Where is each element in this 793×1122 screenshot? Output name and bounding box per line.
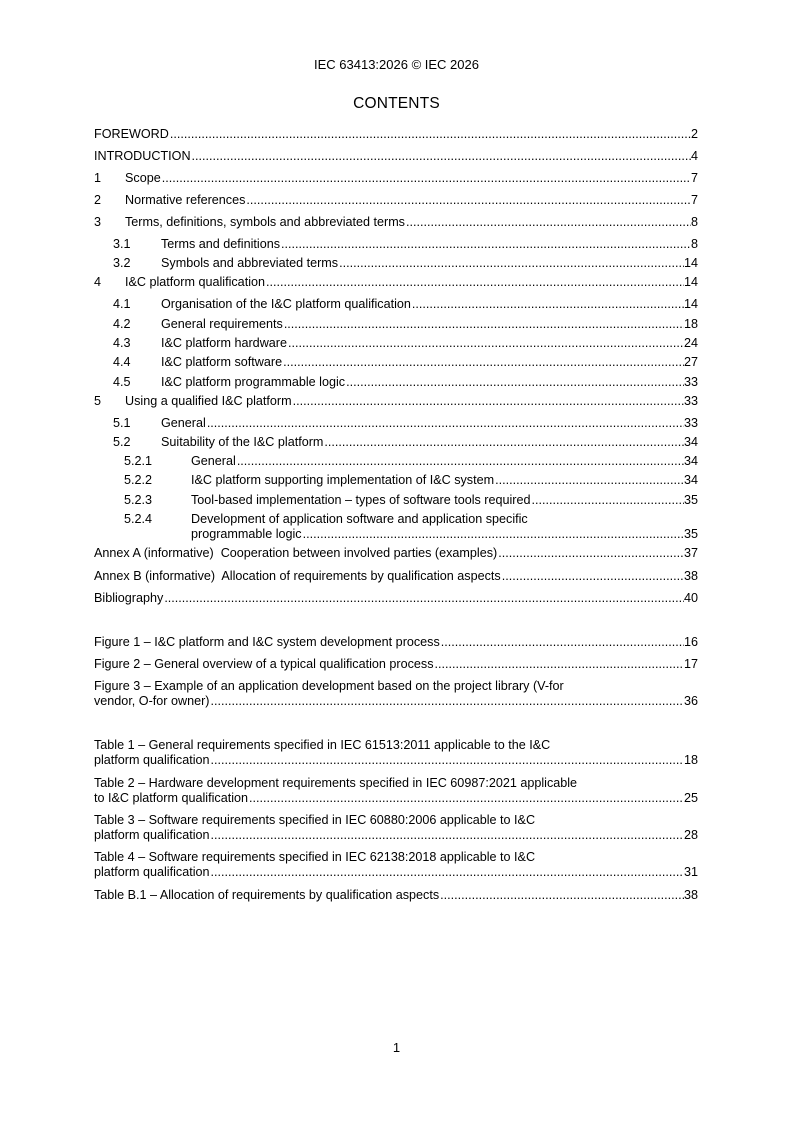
toc-number: 5.2.2 bbox=[124, 473, 153, 487]
toc-entry-3[interactable] bbox=[94, 215, 698, 230]
toc-entry-5-2-4[interactable] bbox=[94, 512, 698, 542]
toc-page: 8 bbox=[690, 215, 698, 229]
leader-dots bbox=[440, 635, 684, 650]
toc-label: Symbols and abbreviated terms bbox=[161, 256, 339, 270]
toc-page: 18 bbox=[683, 317, 698, 331]
toc-entry-4-5[interactable] bbox=[94, 375, 698, 390]
table-page: 18 bbox=[683, 753, 698, 767]
toc-label: Using a qualified I&C platform bbox=[125, 394, 292, 408]
toc-label: Normative references bbox=[125, 193, 246, 207]
toc-number: 5.2 bbox=[113, 435, 131, 449]
leader-dots bbox=[497, 546, 684, 561]
toc-page: 4 bbox=[690, 149, 698, 163]
figure-entry-2[interactable] bbox=[94, 657, 698, 672]
toc-entry-5[interactable] bbox=[94, 394, 698, 409]
toc-number: 3 bbox=[94, 215, 102, 229]
leader-dots bbox=[411, 297, 684, 312]
toc-entry-5-2-2[interactable] bbox=[94, 473, 698, 488]
toc-label: Tool-based implementation – types of software tools required bbox=[191, 493, 531, 507]
toc-entry-annex-a[interactable] bbox=[94, 546, 698, 561]
toc-label: FOREWORD bbox=[94, 127, 169, 141]
toc-page: 2 bbox=[690, 127, 698, 141]
figure-label-line2: vendor, O-for owner) bbox=[94, 694, 210, 708]
toc-label: Terms and definitions bbox=[161, 237, 281, 251]
toc-entry-1[interactable] bbox=[94, 171, 698, 186]
toc-label: General bbox=[161, 416, 206, 430]
figure-entry-1[interactable] bbox=[94, 635, 698, 650]
table-label-line2: platform qualification bbox=[94, 828, 210, 842]
toc-page: 37 bbox=[683, 546, 698, 560]
toc-label: I&C platform qualification bbox=[125, 275, 265, 289]
toc-number: 3.2 bbox=[113, 256, 131, 270]
leader-dots bbox=[434, 657, 684, 672]
leader-dots bbox=[248, 791, 684, 806]
toc-entry-5-2[interactable] bbox=[94, 435, 698, 450]
toc-page: 33 bbox=[683, 394, 698, 408]
figure-entry-3[interactable] bbox=[94, 679, 698, 709]
toc-label: I&C platform hardware bbox=[161, 336, 287, 350]
toc-page: 40 bbox=[683, 591, 698, 605]
toc-entry-5-1[interactable] bbox=[94, 416, 698, 431]
leader-dots bbox=[405, 215, 691, 230]
toc-number: 5 bbox=[94, 394, 102, 408]
toc-page: 34 bbox=[683, 435, 698, 449]
page-number: 1 bbox=[392, 1040, 401, 1055]
toc-page: 14 bbox=[683, 256, 698, 270]
toc-label: Bibliography bbox=[94, 591, 164, 605]
toc-label: Annex B (informative) Allocation of requirements by qualification aspects bbox=[94, 569, 501, 583]
leader-dots bbox=[210, 694, 684, 709]
toc-page: 24 bbox=[683, 336, 698, 350]
table-entry-b1[interactable] bbox=[94, 888, 698, 903]
figure-page: 36 bbox=[683, 694, 698, 708]
leader-dots bbox=[161, 171, 691, 186]
toc-page: 27 bbox=[683, 355, 698, 369]
table-label-line1: Table 3 – Software requirements specified in IEC 60880:2006 applicable to I&C bbox=[94, 813, 536, 827]
toc-number: 5.2.4 bbox=[124, 512, 153, 526]
leader-dots bbox=[206, 416, 684, 431]
figure-label: Figure 2 – General overview of a typical qualification process bbox=[94, 657, 434, 671]
toc-number: 4.1 bbox=[113, 297, 131, 311]
table-page: 31 bbox=[683, 865, 698, 879]
leader-dots bbox=[292, 394, 684, 409]
table-label-line1: Table 4 – Software requirements specified in IEC 62138:2018 applicable to I&C bbox=[94, 850, 536, 864]
leader-dots bbox=[210, 828, 684, 843]
leader-dots bbox=[163, 591, 684, 606]
toc-number: 4.5 bbox=[113, 375, 131, 389]
toc-page: 35 bbox=[683, 527, 698, 541]
toc-page: 35 bbox=[683, 493, 698, 507]
toc-label: General bbox=[191, 454, 236, 468]
toc-number: 5.1 bbox=[113, 416, 131, 430]
table-label-line2: platform qualification bbox=[94, 865, 210, 879]
toc-label: Annex A (informative) Cooperation between involved parties (examples) bbox=[94, 546, 498, 560]
toc-entry-5-2-3[interactable] bbox=[94, 493, 698, 508]
toc-page: 14 bbox=[683, 297, 698, 311]
toc-number: 1 bbox=[94, 171, 102, 185]
toc-label-line1: Development of application software and application specific bbox=[191, 512, 528, 526]
document-header: IEC 63413:2026 © IEC 2026 bbox=[314, 57, 479, 72]
page-title: CONTENTS bbox=[353, 95, 440, 112]
toc-label: I&C platform programmable logic bbox=[161, 375, 346, 389]
leader-dots bbox=[323, 435, 684, 450]
leader-dots bbox=[345, 375, 684, 390]
toc-label: Scope bbox=[125, 171, 161, 185]
toc-label: INTRODUCTION bbox=[94, 149, 191, 163]
toc-entry-foreword[interactable] bbox=[94, 127, 698, 142]
toc-number: 5.2.1 bbox=[124, 454, 153, 468]
table-label: Table B.1 – Allocation of requirements by qualification aspects bbox=[94, 888, 440, 902]
toc-label: I&C platform supporting implementation of I&C system bbox=[191, 473, 495, 487]
table-entry-2[interactable] bbox=[94, 776, 698, 806]
leader-dots bbox=[191, 149, 691, 164]
toc-number: 3.1 bbox=[113, 237, 131, 251]
toc-page: 14 bbox=[683, 275, 698, 289]
figure-page: 16 bbox=[683, 635, 698, 649]
table-entry-4[interactable] bbox=[94, 850, 698, 880]
leader-dots bbox=[501, 569, 684, 584]
leader-dots bbox=[236, 454, 684, 469]
table-label-line1: Table 2 – Hardware development requirements specified in IEC 60987:2021 applicable bbox=[94, 776, 578, 790]
toc-entry-3-2[interactable] bbox=[94, 256, 698, 271]
toc-number: 2 bbox=[94, 193, 102, 207]
table-page: 38 bbox=[683, 888, 698, 902]
leader-dots bbox=[210, 865, 684, 880]
toc-page: 38 bbox=[683, 569, 698, 583]
toc-number: 4 bbox=[94, 275, 102, 289]
toc-page: 33 bbox=[683, 375, 698, 389]
leader-dots bbox=[245, 193, 691, 208]
toc-entry-4-4[interactable] bbox=[94, 355, 698, 370]
leader-dots bbox=[439, 888, 684, 903]
toc-label-line2: programmable logic bbox=[191, 527, 302, 541]
leader-dots bbox=[302, 527, 684, 542]
toc-label: I&C platform software bbox=[161, 355, 283, 369]
toc-entry-annex-b[interactable] bbox=[94, 569, 698, 584]
toc-entry-5-2-1[interactable] bbox=[94, 454, 698, 469]
toc-label: Terms, definitions, symbols and abbreviated terms bbox=[125, 215, 405, 229]
toc-page: 34 bbox=[683, 473, 698, 487]
table-entry-3[interactable] bbox=[94, 813, 698, 843]
toc-number: 4.3 bbox=[113, 336, 131, 350]
toc-label: General requirements bbox=[161, 317, 283, 331]
toc-number: 4.2 bbox=[113, 317, 131, 331]
leader-dots bbox=[494, 473, 684, 488]
leader-dots bbox=[287, 336, 684, 351]
toc-entry-introduction[interactable] bbox=[94, 149, 698, 164]
leader-dots bbox=[531, 493, 684, 508]
toc-entry-4-3[interactable] bbox=[94, 336, 698, 351]
table-entry-1[interactable] bbox=[94, 738, 698, 768]
toc-page: 8 bbox=[690, 237, 698, 251]
figure-label-line1: Figure 3 – Example of an application development based on the project library (V-for bbox=[94, 679, 564, 693]
toc-entry-3-1[interactable] bbox=[94, 237, 698, 252]
toc-entry-4-1[interactable] bbox=[94, 297, 698, 312]
figure-page: 17 bbox=[683, 657, 698, 671]
leader-dots bbox=[338, 256, 684, 271]
toc-number: 5.2.3 bbox=[124, 493, 153, 507]
leader-dots bbox=[210, 753, 684, 768]
leader-dots bbox=[280, 237, 691, 252]
toc-label: Suitability of the I&C platform bbox=[161, 435, 324, 449]
toc-entry-4-2[interactable] bbox=[94, 317, 698, 332]
leader-dots bbox=[169, 127, 691, 142]
toc-number: 4.4 bbox=[113, 355, 131, 369]
toc-page: 7 bbox=[690, 193, 698, 207]
toc-label: Organisation of the I&C platform qualification bbox=[161, 297, 411, 311]
toc-page: 33 bbox=[683, 416, 698, 430]
table-page: 28 bbox=[683, 828, 698, 842]
leader-dots bbox=[265, 275, 684, 290]
toc-page: 7 bbox=[690, 171, 698, 185]
table-page: 25 bbox=[683, 791, 698, 805]
table-label-line2: to I&C platform qualification bbox=[94, 791, 248, 805]
table-label-line2: platform qualification bbox=[94, 753, 210, 767]
leader-dots bbox=[283, 317, 684, 332]
leader-dots bbox=[282, 355, 684, 370]
toc-entry-bibliography[interactable] bbox=[94, 591, 698, 606]
toc-page: 34 bbox=[683, 454, 698, 468]
toc-entry-2[interactable] bbox=[94, 193, 698, 208]
table-label-line1: Table 1 – General requirements specified in IEC 61513:2011 applicable to the I&C bbox=[94, 738, 551, 752]
toc-entry-4[interactable] bbox=[94, 275, 698, 290]
figure-label: Figure 1 – I&C platform and I&C system development process bbox=[94, 635, 440, 649]
